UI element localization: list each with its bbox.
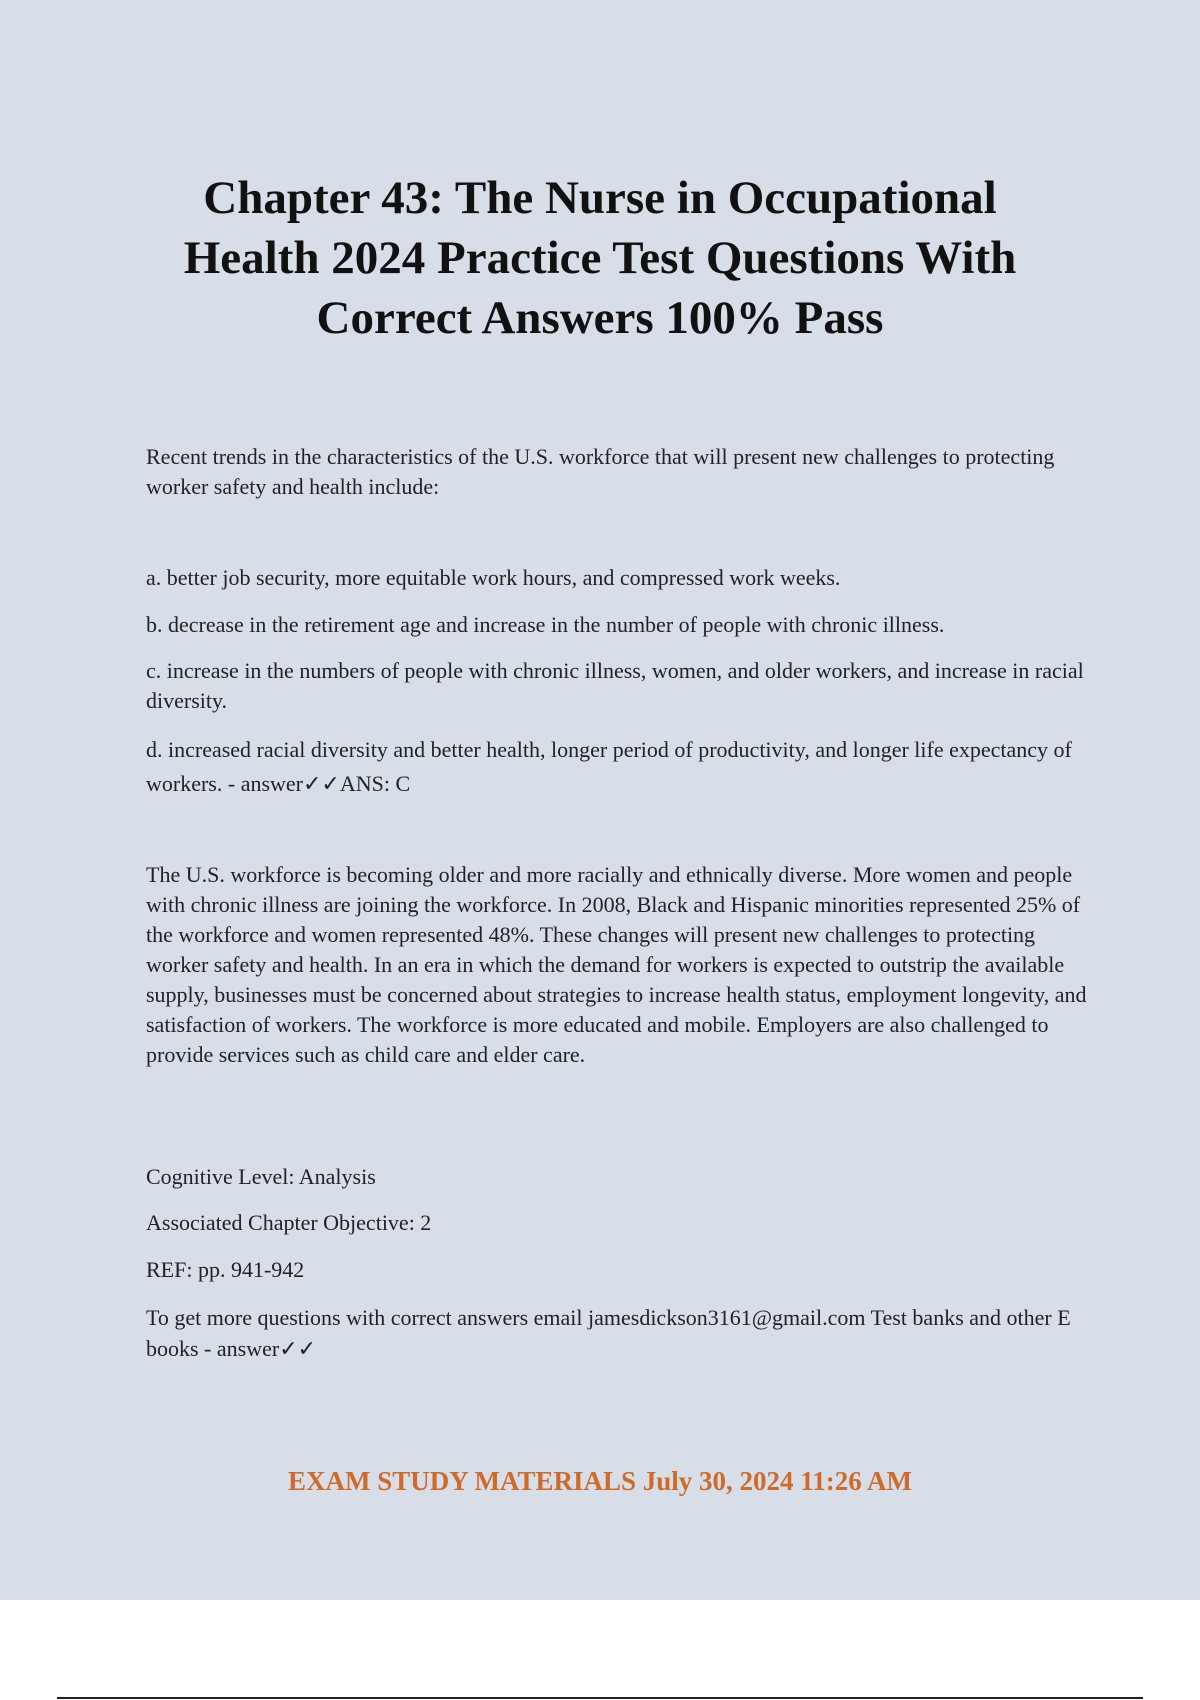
answer-explanation: The U.S. workforce is becoming older and more racially and ethnically diverse. More women and people with chronic illness are joining the workforce. In 2008, Black and Hispanic minorities represented 25% of the workforce and women represented 48%. These changes will present new challenges to protecting worker safety and health. In an era in which the demand for workers is expected to outstrip the available supply, businesses must be concerned about strategies to increase health status, employment longevity, and satisfaction of workers. The workforce is more educated and mobile. Employers are also challenged to provide services such as child care and elder care.: [146, 862, 1087, 1067]
answer-option-c: c. increase in the numbers of people with chronic illness, women, and older workers, and increase in racial diversity.: [146, 658, 1084, 713]
document-title: Chapter 43: The Nurse in Occupational Health 2024 Practice Test Questions With Correct Answers 100% Pass: [183, 172, 1017, 344]
question-text: Recent trends in the characteristics of the U.S. workforce that will present new challenges to protecting worker safety and health include:: [146, 444, 1055, 499]
answer-option-d: d. increased racial diversity and better health, longer period of productivity, and longer life expectancy of workers. - answer✓✓ANS: C: [146, 737, 1072, 796]
page-reference: REF: pp. 941-942: [146, 1257, 305, 1282]
answer-option-a: a. better job security, more equitable work hours, and compressed work weeks.: [146, 565, 841, 590]
footer-stamp: EXAM STUDY MATERIALS July 30, 2024 11:26 AM: [287, 1466, 913, 1496]
bottom-divider: [57, 1697, 1143, 1699]
cognitive-level: Cognitive Level: Analysis: [146, 1164, 376, 1189]
chapter-objective: Associated Chapter Objective: 2: [146, 1210, 432, 1235]
answer-option-b: b. decrease in the retirement age and increase in the number of people with chronic illness.: [146, 612, 945, 637]
contact-note: To get more questions with correct answers email jamesdickson3161@gmail.com Test banks and other E books - answer✓✓: [146, 1305, 1071, 1361]
